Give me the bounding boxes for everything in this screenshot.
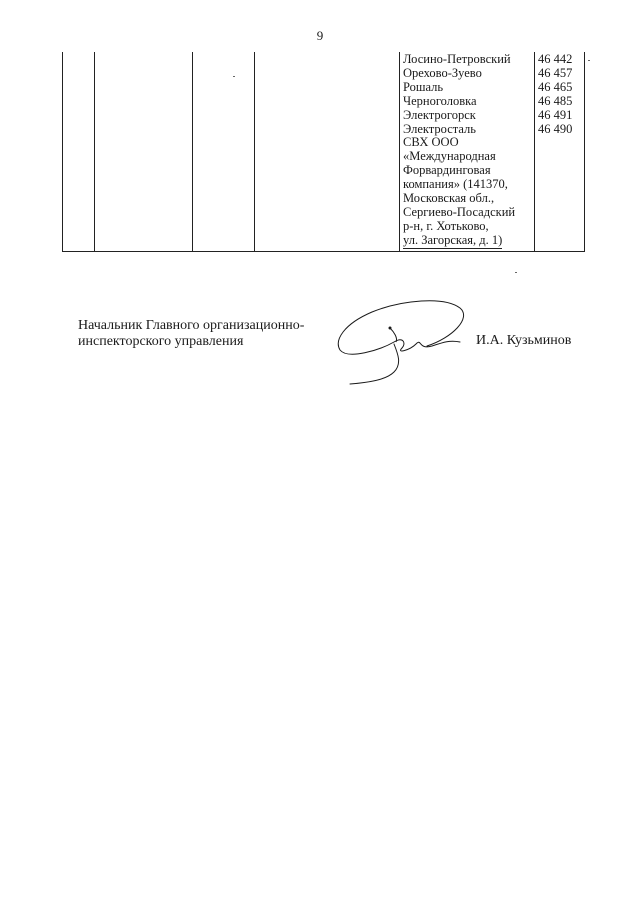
scan-speck xyxy=(588,60,590,61)
location-line: «Международная xyxy=(403,149,496,164)
location-line: СВХ ООО xyxy=(403,135,459,150)
handwritten-signature xyxy=(332,298,482,388)
empty-cell xyxy=(193,52,255,251)
codes-cell xyxy=(535,52,585,251)
location-line: р-н, г. Хотьково, xyxy=(403,218,489,233)
location-line: Электросталь xyxy=(403,121,476,136)
location-line: Орехово-Зуево xyxy=(403,65,482,80)
signatory-name: И.А. Кузьминов xyxy=(476,333,572,348)
scan-speck xyxy=(515,272,517,273)
customs-code: 46 485 xyxy=(538,93,573,108)
customs-code: 46 490 xyxy=(538,121,573,136)
continuation-table xyxy=(62,52,585,252)
signatory-title xyxy=(78,318,304,350)
location-line: Сергиево-Посадский xyxy=(403,204,516,219)
empty-cell xyxy=(255,52,400,251)
location-line: ул. Загорская, д. 1) xyxy=(403,232,503,247)
location-line: Форвардинговая xyxy=(403,163,491,178)
locations-cell xyxy=(400,52,535,251)
customs-code: 46 457 xyxy=(538,65,573,80)
location-line: Рошаль xyxy=(403,79,444,94)
signatory-title-line: инспекторского управления xyxy=(78,334,244,349)
location-line: Электрогорск xyxy=(403,107,476,122)
location-line: Черноголовка xyxy=(403,93,477,108)
empty-cell xyxy=(63,52,95,251)
customs-code: 46 465 xyxy=(538,79,573,94)
scan-speck xyxy=(233,76,235,77)
page-number: 9 xyxy=(316,28,324,43)
location-line: Лосино-Петровский xyxy=(403,52,511,66)
customs-code: 46 491 xyxy=(538,107,573,122)
empty-cell xyxy=(95,52,193,251)
location-line: Московская обл., xyxy=(403,191,495,206)
signatory-title-line: Начальник Главного организационно- xyxy=(78,318,305,333)
table-row xyxy=(63,52,585,251)
location-line: компания» (141370, xyxy=(403,177,508,192)
customs-code: 46 442 xyxy=(538,52,573,66)
